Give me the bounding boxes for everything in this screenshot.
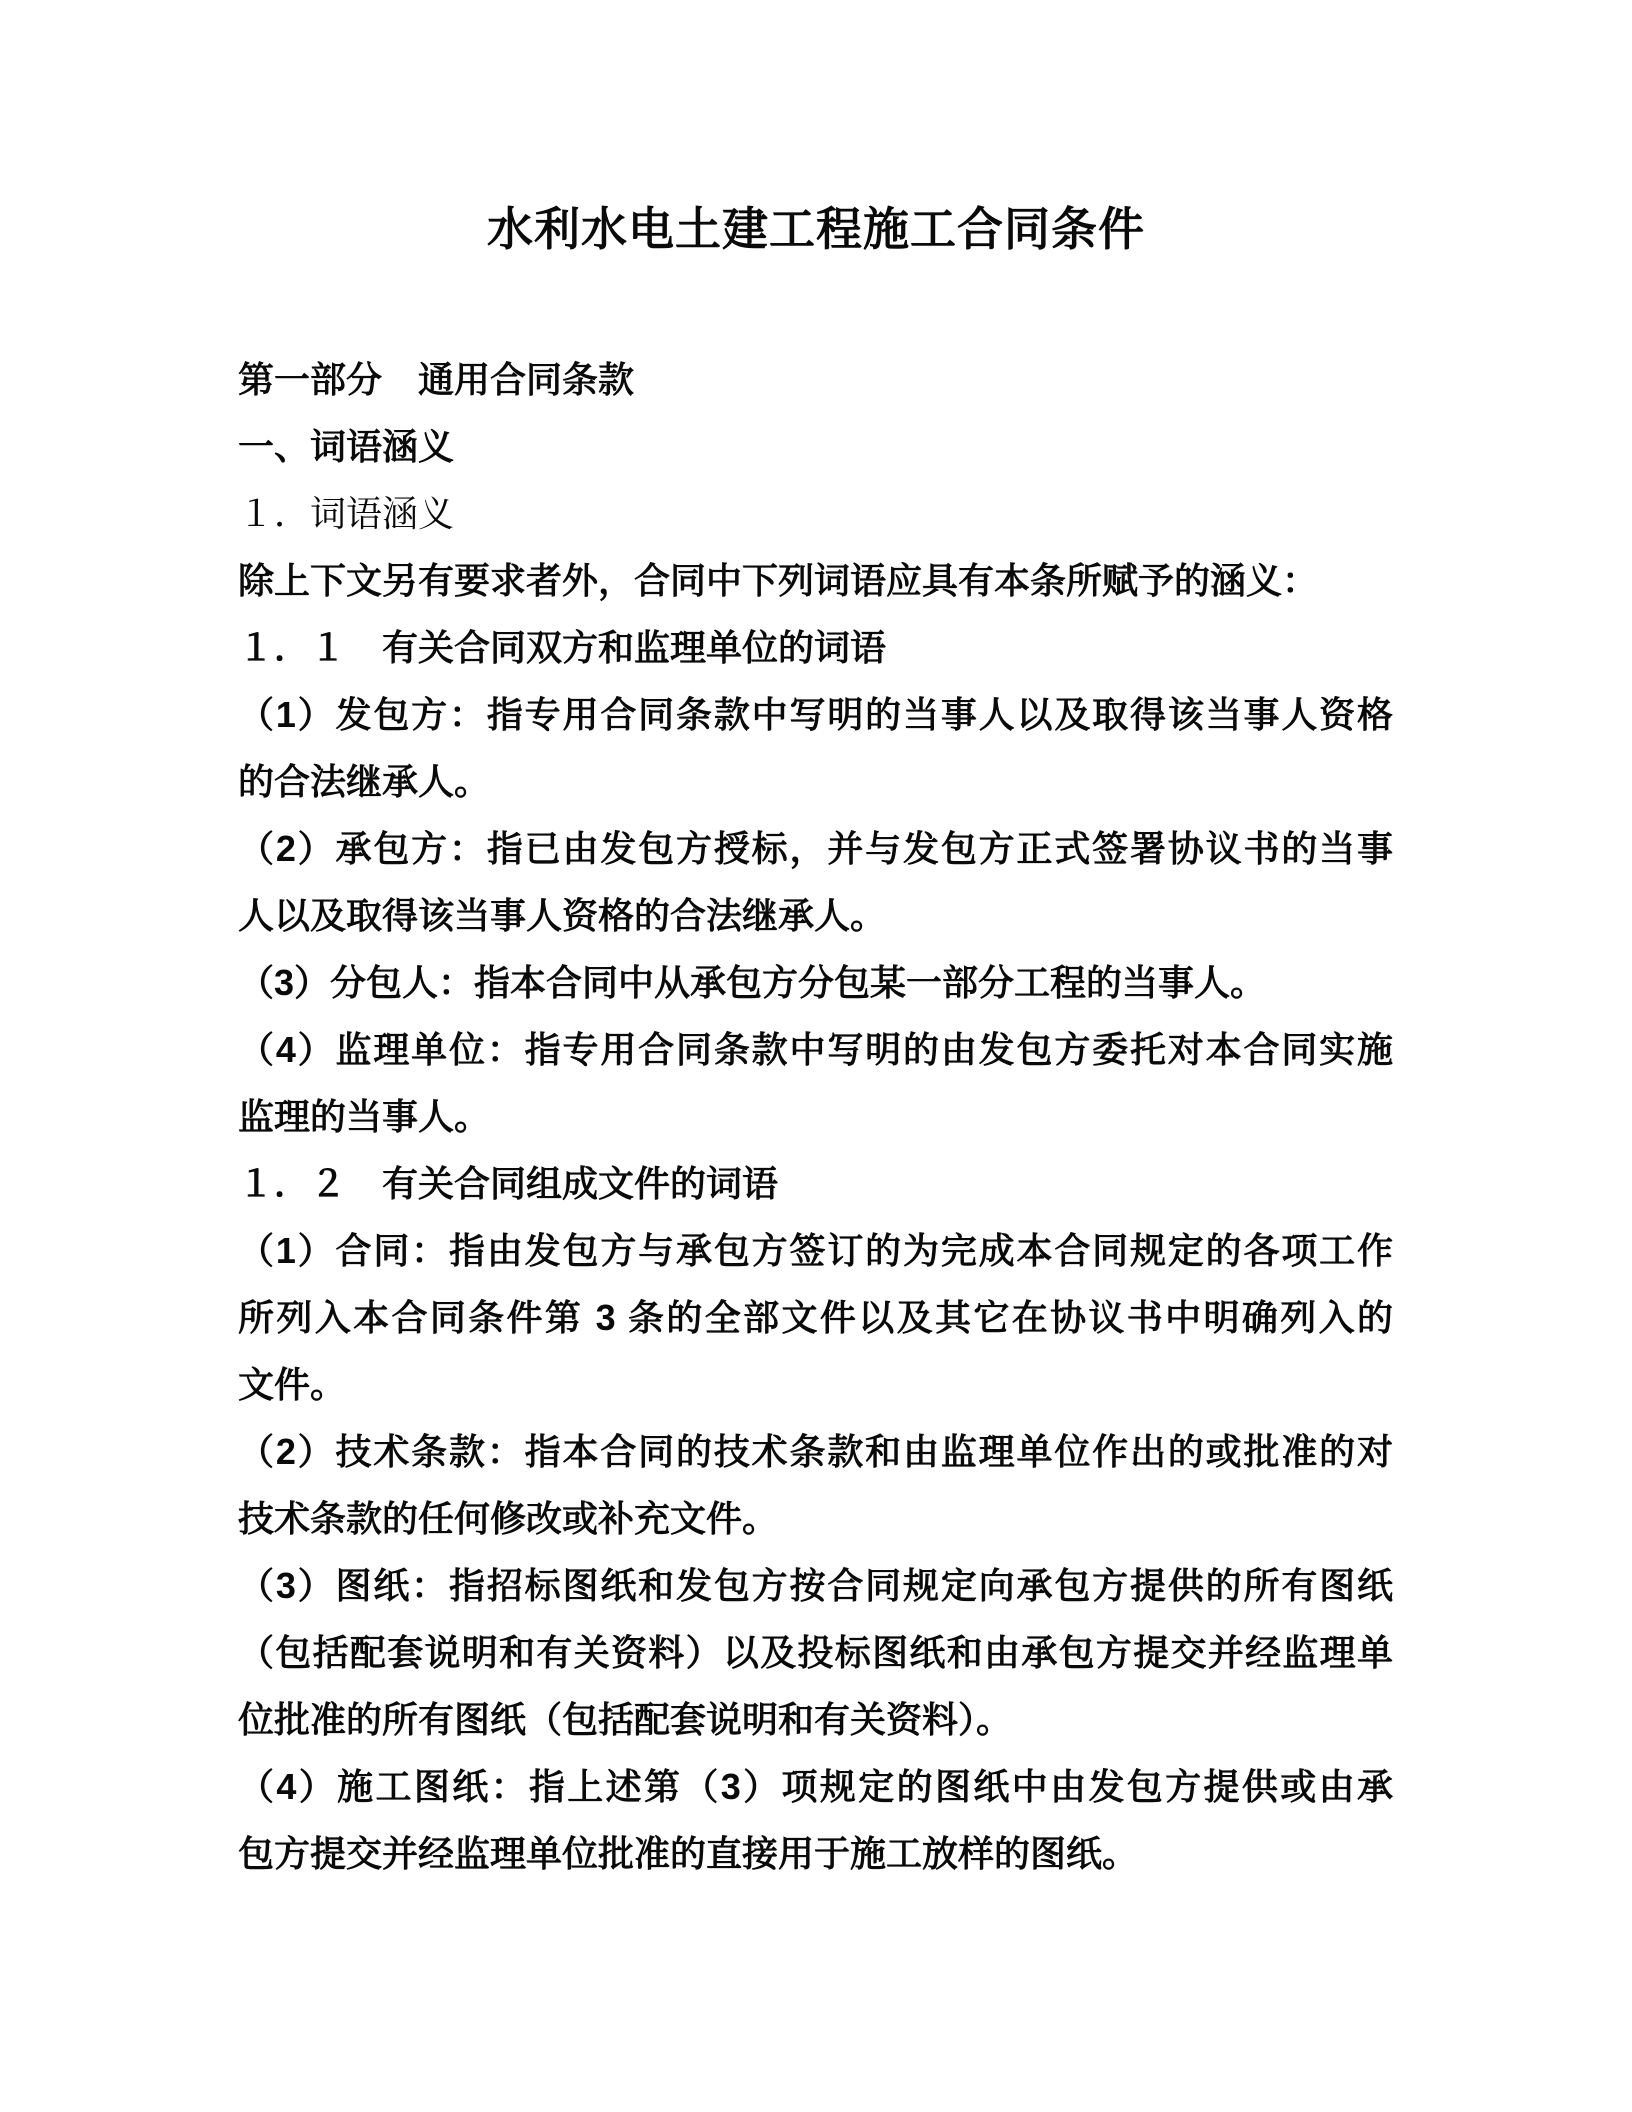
document-line: （1）合同：指由发包方与承包方签订的为完成本合同规定的各项工作 xyxy=(238,1230,1393,1271)
document-line: 位批准的所有图纸（包括配套说明和有关资料）。 xyxy=(238,1699,1013,1740)
document-line: 文件。 xyxy=(238,1364,347,1405)
document-body xyxy=(238,346,1393,1887)
document-line-clause-1-1-heading: １．１ 有关合同双方和监理单位的词语 xyxy=(238,627,887,668)
document-line: （2）技术条款：指本合同的技术条款和由监理单位作出的或批准的对 xyxy=(238,1431,1393,1472)
document-line: （4）施工图纸：指上述第（3）项规定的图纸中由发包方提供或由承 xyxy=(238,1766,1393,1807)
document-line: 的合法继承人。 xyxy=(238,761,491,802)
document-line-intro: 除上下文另有要求者外，合同中下列词语应具有本条所赋予的涵义： xyxy=(238,560,1319,601)
document-title: 水利水电土建工程施工合同条件 xyxy=(487,203,1145,255)
document-line: （3）分包人：指本合同中从承包方分包某一部分工程的当事人。 xyxy=(238,962,1267,1003)
document-line: （2）承包方：指已由发包方授标，并与发包方正式签署协议书的当事 xyxy=(238,828,1393,869)
document-line-clause-1-2-heading: １．２ 有关合同组成文件的词语 xyxy=(238,1163,779,1204)
document-line: （包括配套说明和有关资料）以及投标图纸和由承包方提交并经监理单 xyxy=(238,1632,1393,1673)
document-line-part-heading: 第一部分 通用合同条款 xyxy=(238,359,635,400)
document-line: （3）图纸：指招标图纸和发包方按合同规定向承包方提供的所有图纸 xyxy=(238,1565,1393,1606)
document-line: 人以及取得该当事人资格的合法继承人。 xyxy=(238,895,887,936)
document-line-clause-1: １．词语涵义 xyxy=(238,493,455,534)
document-line: （1）发包方：指专用合同条款中写明的当事人以及取得该当事人资格 xyxy=(238,694,1393,735)
document-line: 包方提交并经监理单位批准的直接用于施工放样的图纸。 xyxy=(238,1833,1139,1874)
document-line-section-heading: 一、词语涵义 xyxy=(238,426,455,467)
document-line: 技术条款的任何修改或补充文件。 xyxy=(238,1498,779,1539)
document-line: 所列入本合同条件第 3 条的全部文件以及其它在协议书中明确列入的 xyxy=(238,1297,1393,1338)
document-line: 监理的当事人。 xyxy=(238,1096,491,1137)
document-line: （4）监理单位：指专用合同条款中写明的由发包方委托对本合同实施 xyxy=(238,1029,1393,1070)
